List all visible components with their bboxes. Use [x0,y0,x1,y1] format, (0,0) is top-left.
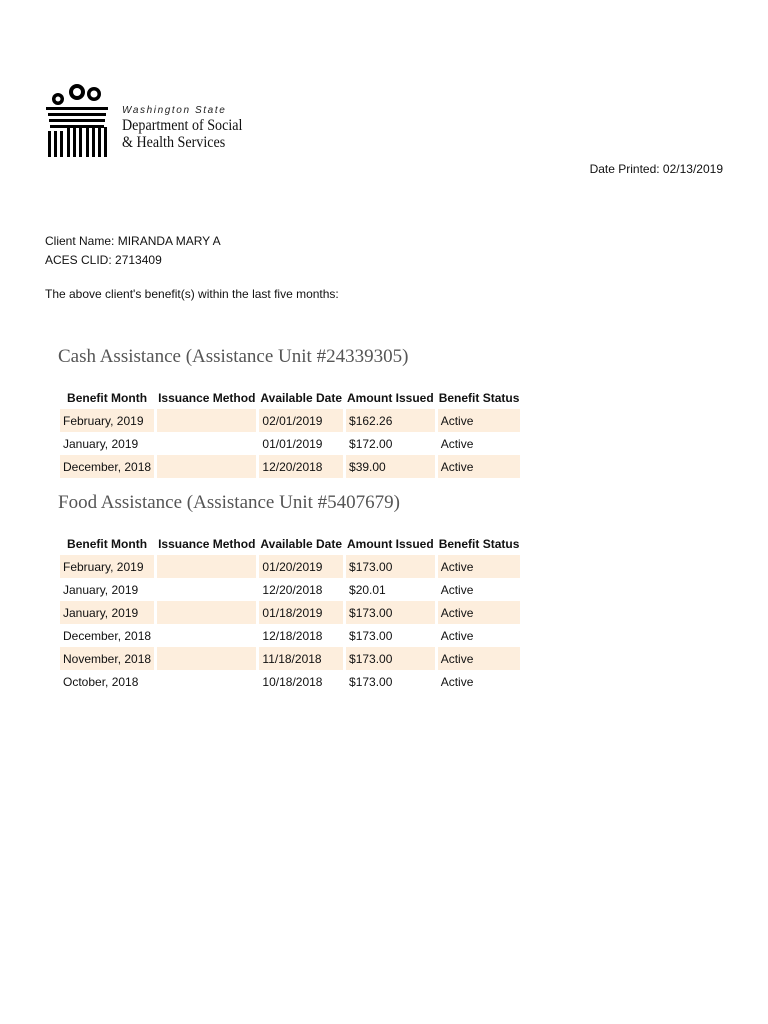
dshs-logo [44,83,254,161]
cell-available-date: 12/20/2018 [262,582,323,597]
table-row [60,601,520,624]
cash-assistance-section [57,346,523,478]
table-row [60,555,520,578]
logo-wordmark [122,105,259,151]
cell-benefit-status: Active [438,601,521,624]
cell-amount-issued: $162.26 [346,409,435,432]
cell-benefit-month: December, 2018 [60,455,154,478]
header-amount-issued: Amount Issued [347,390,434,405]
date-printed: Date Printed: 02/13/2019 [589,162,723,176]
cell-amount-issued: $173.00 [349,674,393,689]
section-title: Food Assistance (Assistance Unit #5407679) [58,492,400,513]
cell-benefit-status: Active [440,582,474,597]
cell-amount-issued: $173.00 [346,647,435,670]
client-clid: ACES CLID: 2713409 [45,253,162,267]
header-issuance-method: Issuance Method [158,390,256,405]
cell-amount-issued: $173.00 [346,601,435,624]
cell-available-date: 11/18/2018 [259,647,343,670]
cell-available-date: 12/20/2018 [259,455,343,478]
logo-line-1: Department of Social [122,117,243,134]
cell-issuance-method [157,601,256,624]
table-row [60,409,520,432]
cell-issuance-method [157,647,256,670]
cell-available-date: 01/18/2019 [259,601,343,624]
cell-amount-issued: $172.00 [349,436,393,451]
cell-benefit-month: January, 2019 [63,436,139,451]
table-header-row [60,386,520,409]
header-benefit-status: Benefit Status [438,390,520,405]
table-row [60,455,520,478]
cell-benefit-status: Active [440,436,474,451]
table-header-row [60,532,520,555]
cell-amount-issued: $20.01 [349,582,386,597]
section-title: Cash Assistance (Assistance Unit #24339305) [58,346,409,367]
cell-issuance-method [157,432,256,455]
benefit-table [57,532,523,693]
cell-benefit-status: Active [440,674,474,689]
table-row [60,624,520,647]
header-available-date: Available Date [260,390,343,405]
food-assistance-section [57,492,523,693]
cell-issuance-method [157,670,256,693]
cell-benefit-month: October, 2018 [63,674,139,689]
cell-benefit-status: Active [438,455,521,478]
cell-benefit-month: January, 2019 [60,601,154,624]
cell-available-date: 01/20/2019 [259,555,343,578]
cell-benefit-month: February, 2019 [60,555,154,578]
client-info [45,232,221,270]
logo-state-text: Washington State [122,105,227,116]
client-name: Client Name: MIRANDA MARY A [45,234,221,248]
cell-benefit-month: December, 2018 [63,628,152,643]
cell-benefit-status: Active [438,409,521,432]
header-benefit-status: Benefit Status [438,536,520,551]
cell-available-date: 01/01/2019 [262,436,323,451]
cell-available-date: 12/18/2018 [262,628,323,643]
cell-benefit-status: Active [438,647,521,670]
cell-benefit-status: Active [438,555,521,578]
table-row [60,432,520,455]
intro-text: The above client's benefit(s) within the last five months: [45,287,339,301]
table-row [60,670,520,693]
cell-benefit-status: Active [440,628,474,643]
header-issuance-method: Issuance Method [158,536,256,551]
table-row [60,647,520,670]
cell-issuance-method [157,578,256,601]
table-row [60,578,520,601]
cell-issuance-method [157,555,256,578]
family-figures-icon [44,83,110,159]
cell-benefit-month: February, 2019 [60,409,154,432]
cell-amount-issued: $173.00 [349,628,393,643]
cell-benefit-month: January, 2019 [63,582,139,597]
cell-issuance-method [157,409,256,432]
cell-issuance-method [157,455,256,478]
benefit-table [57,386,523,478]
header-benefit-month: Benefit Month [67,390,148,405]
header-available-date: Available Date [260,536,343,551]
cell-issuance-method [157,624,256,647]
cell-amount-issued: $173.00 [346,555,435,578]
header-amount-issued: Amount Issued [347,536,434,551]
header-benefit-month: Benefit Month [67,536,148,551]
cell-available-date: 10/18/2018 [262,674,323,689]
cell-available-date: 02/01/2019 [259,409,343,432]
cell-amount-issued: $39.00 [346,455,435,478]
logo-line-2: & Health Services [122,134,226,151]
cell-benefit-month: November, 2018 [60,647,154,670]
